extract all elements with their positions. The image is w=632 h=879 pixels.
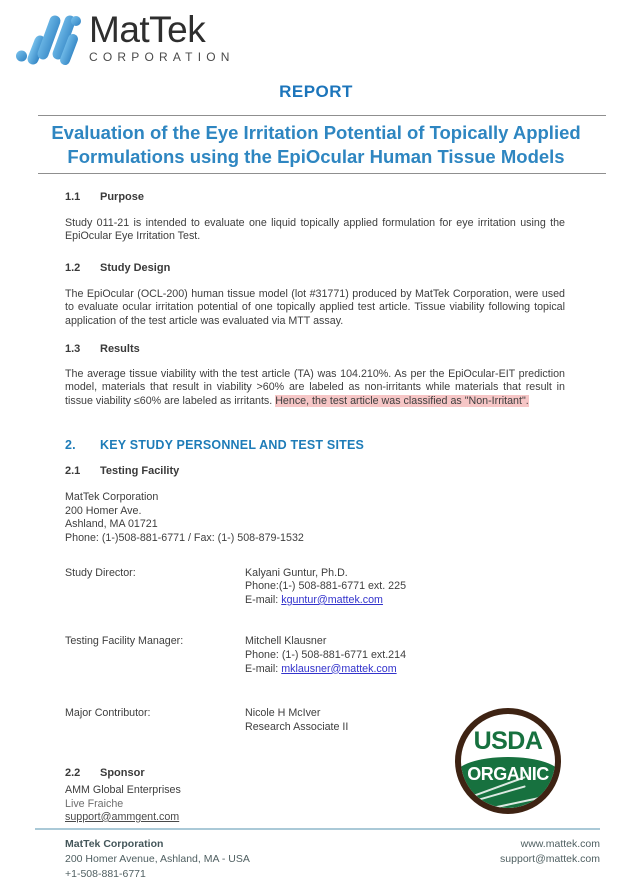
address-line: Ashland, MA 01721	[65, 518, 158, 531]
address-line: MatTek Corporation	[65, 491, 159, 504]
address-line: Phone: (1-)508-881-6771 / Fax: (1-) 508-879-1532	[65, 532, 304, 545]
footer-website-link[interactable]: www.mattek.com	[520, 838, 600, 850]
section-heading-label: Purpose	[100, 191, 145, 203]
sponsor-product: Live Fraiche	[65, 797, 124, 810]
address-line: 200 Homer Ave.	[65, 504, 142, 517]
section-number: 2.	[65, 438, 76, 453]
section-number: 2.2	[65, 767, 81, 780]
contact-name: Kalyani Guntur, Ph.D.	[245, 566, 348, 579]
document-title: Evaluation of the Eye Irritation Potential of Topically Applied Formulations using the EpiOcular Human Tissue Models	[51, 122, 581, 167]
section-heading-label: Study Design	[100, 261, 171, 274]
contact-role: Research Associate II	[245, 720, 349, 733]
section-heading-testing-facility	[65, 465, 565, 477]
title-top-divider	[38, 115, 606, 116]
footer-company: MatTek Corporation	[65, 838, 164, 850]
email-label: E-mail:	[245, 662, 282, 675]
section-heading-personnel	[65, 438, 565, 452]
section-number: 2.1	[65, 465, 81, 478]
section-heading-label: KEY STUDY PERSONNEL AND TEST SITES	[100, 438, 365, 453]
contact-phone: Phone:(1-) 508-881-6771 ext. 225	[245, 580, 407, 593]
section-heading-label: Sponsor	[100, 767, 145, 780]
results-highlighted-conclusion: Hence, the test article was classified as "Non-Irritant".	[275, 394, 529, 407]
contact-name: Nicole H McIver	[245, 707, 321, 720]
purpose-paragraph: Study 011-21 is intended to evaluate one liquid topically applied formulation for eye irritation using the EpiOcular Eye Irritation Test.	[65, 217, 565, 243]
report-label: REPORT	[279, 82, 353, 101]
contact-row-facility-manager	[65, 635, 565, 676]
sponsor-company: AMM Global Enterprises	[65, 784, 181, 797]
title-bottom-divider	[38, 173, 606, 174]
footer-phone: +1-508-881-6771	[65, 868, 146, 879]
section-number: 1.2	[65, 261, 81, 274]
seal-organic-text: ORGANIC	[467, 764, 549, 784]
results-text: The average tissue viability with the test article (TA) was 104.210%. As per the EpiOcular-EIT prediction model, materials that result in viability >60% are labeled as non-irritants while materials that result in tissue viability ≤60% are labeled as irritants.	[65, 368, 565, 407]
contact-name: Mitchell Klausner	[245, 635, 327, 648]
contact-phone: Phone: (1-) 508-881-6771 ext.214	[245, 649, 407, 661]
section-heading-results	[65, 343, 565, 355]
facility-manager-email-link[interactable]: mklausner@mattek.com	[281, 662, 397, 675]
study-design-paragraph: The EpiOcular (OCL-200) human tissue model (lot #31771) produced by MatTek Corporation, were used to evaluate ocular irritation potential of one topically applied test article. Tissue viability following topical application of the test article was evaluated via MTT assay.	[65, 287, 565, 327]
section-heading-label: Results	[100, 343, 140, 356]
footer-divider	[35, 828, 600, 830]
contact-email-line	[245, 594, 406, 608]
contact-label: Study Director:	[65, 566, 136, 579]
contact-details	[245, 635, 406, 676]
seal-usda-text: USDA	[473, 727, 543, 755]
testing-facility-address	[65, 491, 565, 545]
contact-details	[245, 707, 348, 734]
section-number: 1.3	[65, 343, 81, 356]
contact-label: Testing Facility Manager:	[65, 635, 184, 648]
section-heading-purpose	[65, 191, 565, 203]
study-director-email-link[interactable]: kguntur@mattek.com	[281, 593, 383, 606]
section-heading-study-design	[65, 262, 565, 274]
footer-email-link[interactable]: support@mattek.com	[500, 853, 600, 865]
header-logo-row	[0, 0, 632, 67]
contact-email-line	[245, 663, 406, 677]
mattek-logo-text	[89, 11, 235, 64]
sponsor-email-link[interactable]: support@ammgent.com	[65, 810, 180, 823]
footer-links-block	[500, 837, 600, 879]
logo-company-name: MatTek	[89, 9, 206, 50]
contact-label: Major Contributor:	[65, 707, 151, 720]
usda-organic-seal	[455, 708, 561, 814]
contact-row-study-director	[65, 567, 565, 608]
logo-company-subtitle: CORPORATION	[89, 50, 235, 64]
mattek-logo-icon	[15, 9, 81, 67]
section-heading-label: Testing Facility	[100, 465, 180, 478]
footer-contact-block	[35, 837, 250, 879]
footer-address: 200 Homer Avenue, Ashland, MA - USA	[65, 853, 250, 865]
page-footer	[35, 828, 600, 879]
results-paragraph	[65, 368, 565, 408]
email-label: E-mail:	[245, 593, 282, 606]
section-number: 1.1	[65, 191, 81, 203]
contact-details	[245, 567, 406, 608]
